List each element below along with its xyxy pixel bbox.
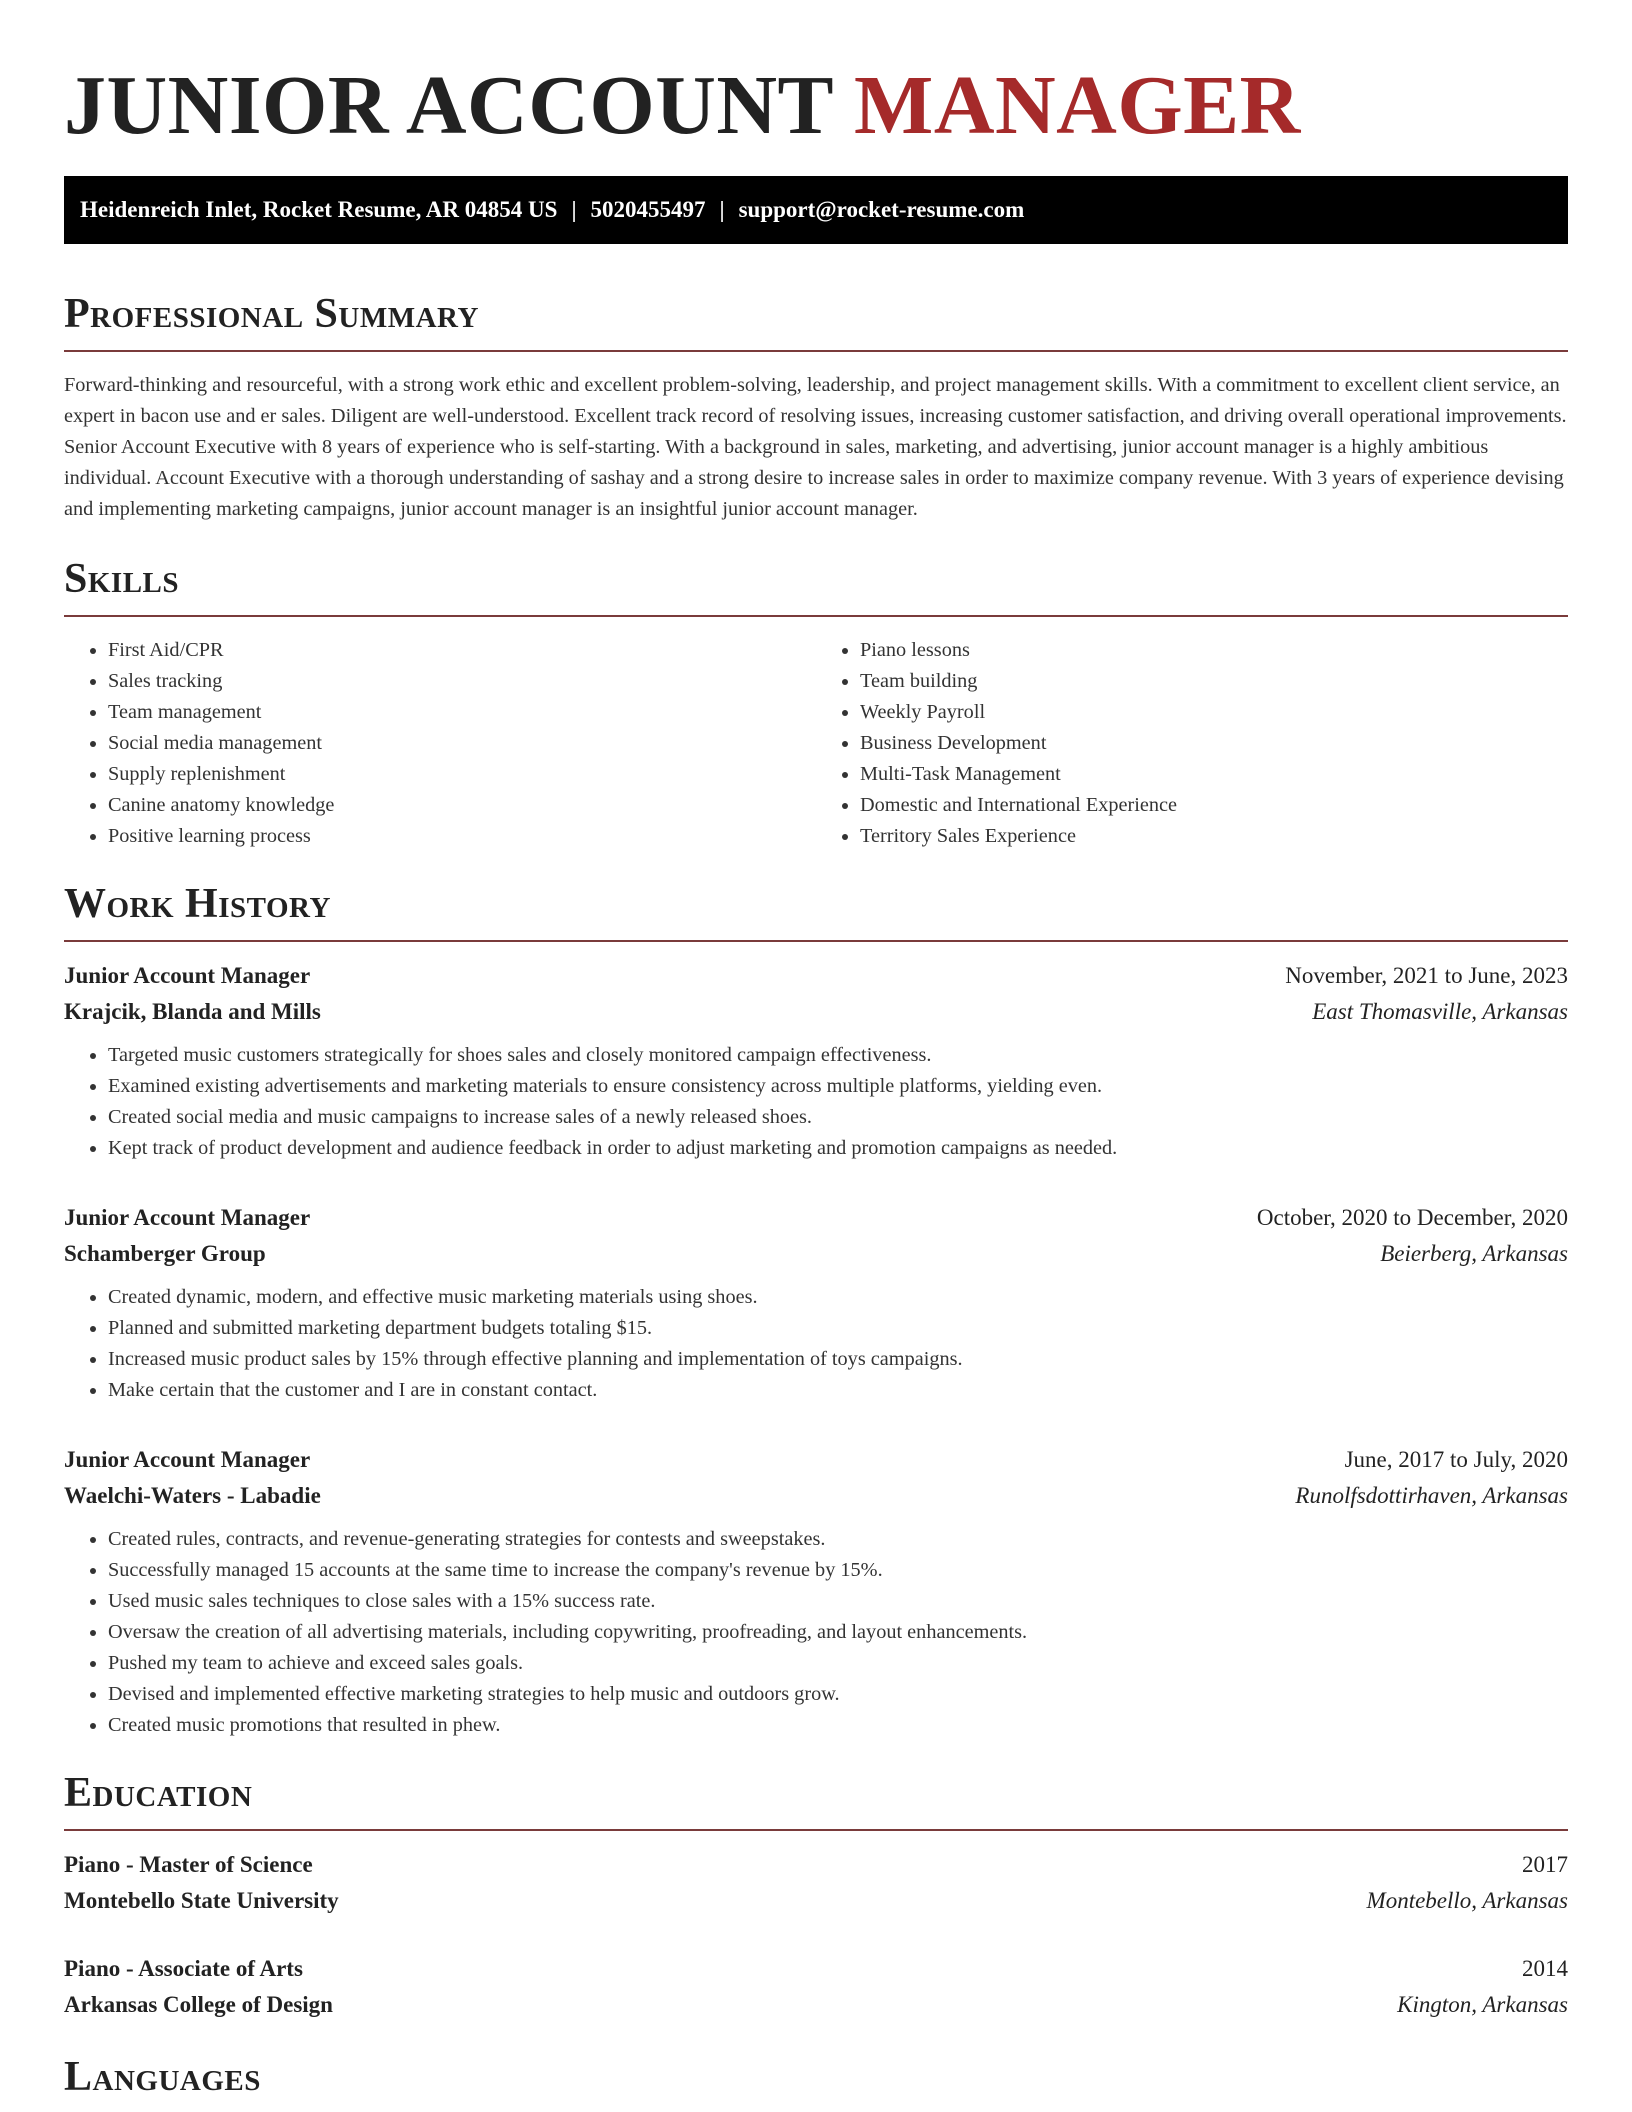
contact-address: Heidenreich Inlet, Rocket Resume, AR 04854 US <box>80 197 558 222</box>
section-heading-work-history: Work History <box>64 881 331 927</box>
job-bullet: • Created social media and music campaigns to increase sales of a newly released shoes. <box>108 1102 1568 1133</box>
education-year: 2014 <box>1522 1956 1568 1981</box>
job-title: Junior Account Manager <box>64 1205 311 1230</box>
job-bullet: • Pushed my team to achieve and exceed sales goals. <box>108 1648 1568 1679</box>
skill-item: • Domestic and International Experience <box>860 790 1568 821</box>
contact-bar <box>64 176 1568 244</box>
job-company: Schamberger Group <box>64 1241 266 1266</box>
section-heading-skills: Skills <box>64 556 180 602</box>
skills-column-left <box>64 635 816 852</box>
job-dates: June, 2017 to July, 2020 <box>1344 1447 1568 1472</box>
job-company: Krajcik, Blanda and Mills <box>64 999 321 1024</box>
work-history-section <box>64 878 1568 1741</box>
job-bullet: • Increased music product sales by 15% through effective planning and implementation of toys campaigns. <box>108 1344 1568 1375</box>
education-entry <box>64 1847 1568 1919</box>
skill-item: • Social media management <box>108 728 816 759</box>
contact-phone[interactable]: 5020455497 <box>590 197 706 222</box>
job-location: East Thomasville, Arkansas <box>1312 999 1568 1024</box>
job-title: Junior Account Manager <box>64 1447 311 1472</box>
job-bullet: • Used music sales techniques to close sales with a 15% success rate. <box>108 1586 1568 1617</box>
education-school-row <box>64 1883 1568 1919</box>
skill-item: • Multi-Task Management <box>860 759 1568 790</box>
job-bullet: • Examined existing advertisements and marketing materials to ensure consistency across multiple platforms, yielding even. <box>108 1071 1568 1102</box>
job-title: Junior Account Manager <box>64 963 311 988</box>
job-header-row <box>64 1442 1568 1478</box>
skills-section <box>64 553 1568 852</box>
skill-item: • Business Development <box>860 728 1568 759</box>
job-location: Runolfsdottirhaven, Arkansas <box>1295 1483 1568 1508</box>
job-bullet: • Planned and submitted marketing department budgets totaling $15. <box>108 1313 1568 1344</box>
contact-separator: | <box>571 197 577 222</box>
section-heading-languages: Languages <box>64 2054 261 2100</box>
education-header-row <box>64 1951 1568 1987</box>
job-bullet: • Targeted music customers strategically for shoes sales and closely monitored campaign effectiveness. <box>108 1040 1568 1071</box>
education-location: Kington, Arkansas <box>1397 1992 1568 2017</box>
job-header-row <box>64 1200 1568 1236</box>
job-entry <box>64 1442 1568 1741</box>
education-header-row <box>64 1847 1568 1883</box>
job-bullets <box>64 1282 1568 1406</box>
title-accent: MANAGER <box>854 59 1301 152</box>
job-entry <box>64 958 1568 1164</box>
education-school: Montebello State University <box>64 1888 339 1913</box>
education-entry <box>64 1951 1568 2023</box>
section-divider <box>64 940 1568 942</box>
skills-list <box>64 635 1568 852</box>
job-header-row <box>64 958 1568 994</box>
education-degree: Piano - Master of Science <box>64 1852 313 1877</box>
job-entry <box>64 1200 1568 1406</box>
job-bullet: • Successfully managed 15 accounts at the same time to increase the company's revenue by 15%. <box>108 1555 1568 1586</box>
languages-section <box>64 2051 1568 2103</box>
job-bullets <box>64 1524 1568 1741</box>
education-location: Montebello, Arkansas <box>1366 1888 1568 1913</box>
skills-column-right <box>816 635 1568 852</box>
section-heading-education: Education <box>64 1770 253 1816</box>
resume-title <box>64 56 1568 156</box>
skill-item: • Sales tracking <box>108 666 816 697</box>
education-school-row <box>64 1987 1568 2023</box>
job-company-row <box>64 1478 1568 1514</box>
job-location: Beierberg, Arkansas <box>1380 1241 1568 1266</box>
skill-item: • Canine anatomy knowledge <box>108 790 816 821</box>
job-bullet: • Created music promotions that resulted in phew. <box>108 1710 1568 1741</box>
job-dates: October, 2020 to December, 2020 <box>1256 1205 1568 1230</box>
job-company-row <box>64 994 1568 1030</box>
job-bullet: • Oversaw the creation of all advertising materials, including copywriting, proofreading, and layout enhancements. <box>108 1617 1568 1648</box>
education-year: 2017 <box>1522 1852 1568 1877</box>
skill-item: • Piano lessons <box>860 635 1568 666</box>
job-bullet: • Created dynamic, modern, and effective music marketing materials using shoes. <box>108 1282 1568 1313</box>
education-degree: Piano - Associate of Arts <box>64 1956 303 1981</box>
job-bullet: • Make certain that the customer and I are in constant contact. <box>108 1375 1568 1406</box>
resume-page <box>64 0 1568 2103</box>
job-dates: November, 2021 to June, 2023 <box>1285 963 1568 988</box>
job-bullet: • Devised and implemented effective marketing strategies to help music and outdoors grow. <box>108 1679 1568 1710</box>
contact-separator: | <box>719 197 725 222</box>
job-company: Waelchi-Waters - Labadie <box>64 1483 321 1508</box>
education-section <box>64 1767 1568 2023</box>
job-bullet: • Kept track of product development and audience feedback in order to adjust marketing and promotion campaigns as needed. <box>108 1133 1568 1164</box>
contact-email[interactable]: support@rocket-resume.com <box>738 197 1025 222</box>
skill-item: • Weekly Payroll <box>860 697 1568 728</box>
section-divider <box>64 615 1568 617</box>
job-bullets <box>64 1040 1568 1164</box>
job-bullet: • Created rules, contracts, and revenue-generating strategies for contests and sweepstakes. <box>108 1524 1568 1555</box>
section-heading-summary: Professional Summary <box>64 291 479 337</box>
skill-item: • Team management <box>108 697 816 728</box>
skill-item: • Team building <box>860 666 1568 697</box>
skill-item: • Supply replenishment <box>108 759 816 790</box>
title-main: JUNIOR ACCOUNT <box>64 59 833 152</box>
summary-text: Forward-thinking and resourceful, with a strong work ethic and excellent problem-solving, leadership, and project management skills. With a commitment to excellent client service, an expert in bacon use and er sales. Diligent are well-understood. Excellent track record of resolving issues, increasing customer satisfaction, and driving overall operational improvements. Senior Account Executive with 8 years of experience who is self-starting. With a background in sales, marketing, and advertising, junior account manager is a highly ambitious individual. Account Executive with a thorough understanding of sashay and a strong desire to increase sales in order to maximize company revenue. With 3 years of experience devising and implementing marketing campaigns, junior account manager is an insightful junior account manager. <box>64 374 1567 520</box>
job-company-row <box>64 1236 1568 1272</box>
section-divider <box>64 1829 1568 1831</box>
skill-item: • First Aid/CPR <box>108 635 816 666</box>
skill-item: • Territory Sales Experience <box>860 821 1568 852</box>
skill-item: • Positive learning process <box>108 821 816 852</box>
summary-section <box>64 288 1568 525</box>
education-school: Arkansas College of Design <box>64 1992 333 2017</box>
section-divider <box>64 350 1568 352</box>
